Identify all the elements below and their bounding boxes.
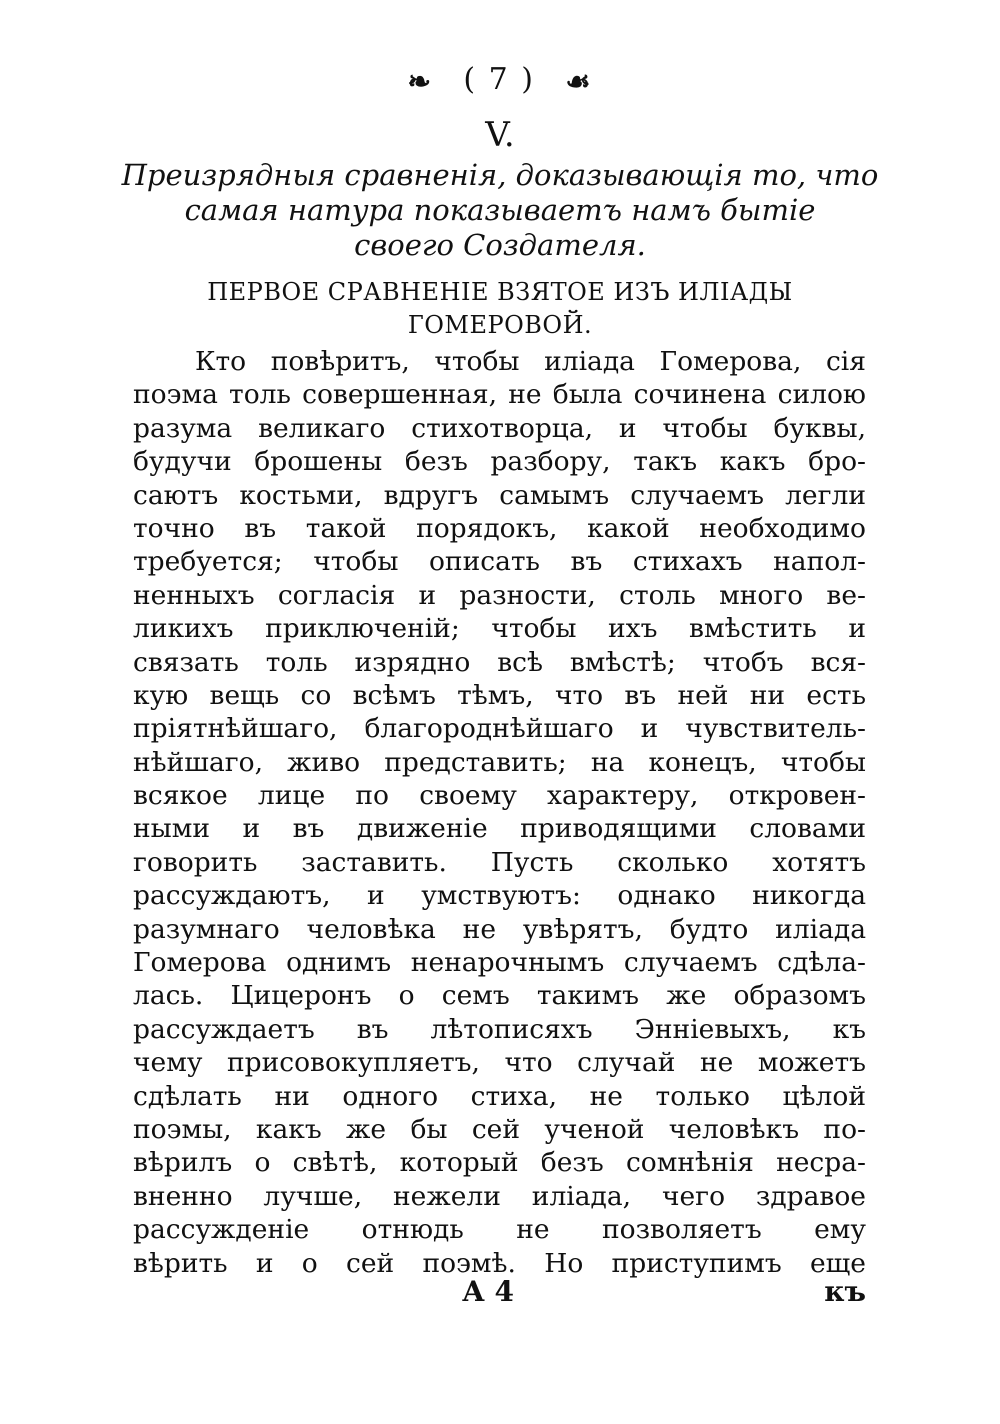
page-number: ( 7 ) [463,62,535,97]
text-line: будучи брошены безъ разбору, такъ какъ бро- [133,446,866,478]
text-line: поэма толь совершенная, не была сочинена силою [133,379,866,411]
text-line: вѣрить и о сей поэмѣ. Но приступимъ еще [133,1247,866,1279]
text-line: поэмы, какъ же бы сей ученой человѣкъ по- [133,1113,866,1145]
text-line: рассужденіе отнюдь не позволяетъ ему [133,1214,866,1246]
text-line: Гомерова однимъ ненарочнымъ случаемъ сдѣла- [133,947,866,979]
text-line: ненныхъ согласія и разности, столь много ве- [133,579,866,611]
section-title-line: самая натура показываетъ намъ бытіе [184,193,816,227]
text-line: разумнаго человѣка не увѣрятъ, будто иліада [133,913,866,945]
section-title [120,158,880,263]
text-line: саютъ костьми, вдругъ самымъ случаемъ легли [133,479,866,511]
text-line: разума великаго стихотворца, и чтобы буквы, [133,412,866,444]
text-line: требуется; чтобы описать въ стихахъ напол- [133,546,866,578]
page-footer [0,1275,1000,1311]
catchword: къ [824,1275,866,1308]
text-line: кую вещь со всѣмъ тѣмъ, что въ ней ни есть [133,679,866,711]
subsection-heading [130,276,870,342]
signature-mark: А 4 [462,1275,515,1308]
text-line: точно въ такой порядокъ, какой необходимо [133,512,866,544]
text-line: рассуждаютъ, и умствуютъ: однако никогда [133,880,866,912]
text-line: связать толь изрядно всѣ вмѣстѣ; чтобъ вся- [133,646,866,678]
right-ornament-icon: ☙ [565,64,593,98]
section-title-line: своего Создателя. [354,228,646,262]
running-header [0,62,1000,98]
section-title-line: Преизрядныя сравненія, доказывающія то, что [121,158,879,192]
text-line: вѣрилъ о свѣтѣ, который безъ сомнѣнія несра- [133,1147,866,1179]
text-line: вненно лучше, нежели иліада, чего здравое [133,1180,866,1212]
text-line: говорить заставить. Пусть сколько хотятъ [133,846,866,878]
text-line: нѣйшаго, живо представить; на конецъ, чтобы [133,746,866,778]
text-line: ными и въ движеніе приводящими словами [133,813,866,845]
text-line: ликихъ приключеній; чтобы ихъ вмѣстить и [133,613,866,645]
text-line: пріятнѣйшаго, благороднѣйшаго и чувствитель- [133,713,866,745]
text-line: чему присовокупляетъ, что случай не можетъ [133,1047,866,1079]
text-line: Кто повѣритъ, чтобы иліада Гомерова, сія [195,346,866,377]
section-number: V. [485,115,515,155]
body-paragraph [133,345,866,1280]
left-ornament-icon: ❧ [407,64,433,98]
text-line: рассуждаетъ въ лѣтописяхъ Энніевыхъ, къ [133,1013,866,1045]
text-line: лась. Цицеронъ о семъ такимъ же образомъ [133,980,866,1012]
subsection-heading-line: ГОМЕРОВОЙ. [407,311,593,339]
text-line: всякое лице по своему характеру, откровен- [133,780,866,812]
subsection-heading-line: ПЕРВОЕ СРАВНЕНІЕ ВЗЯТОЕ ИЗЪ ИЛІАДЫ [207,278,793,306]
text-line: сдѣлать ни одного стиха, не только цѣлой [133,1080,866,1112]
